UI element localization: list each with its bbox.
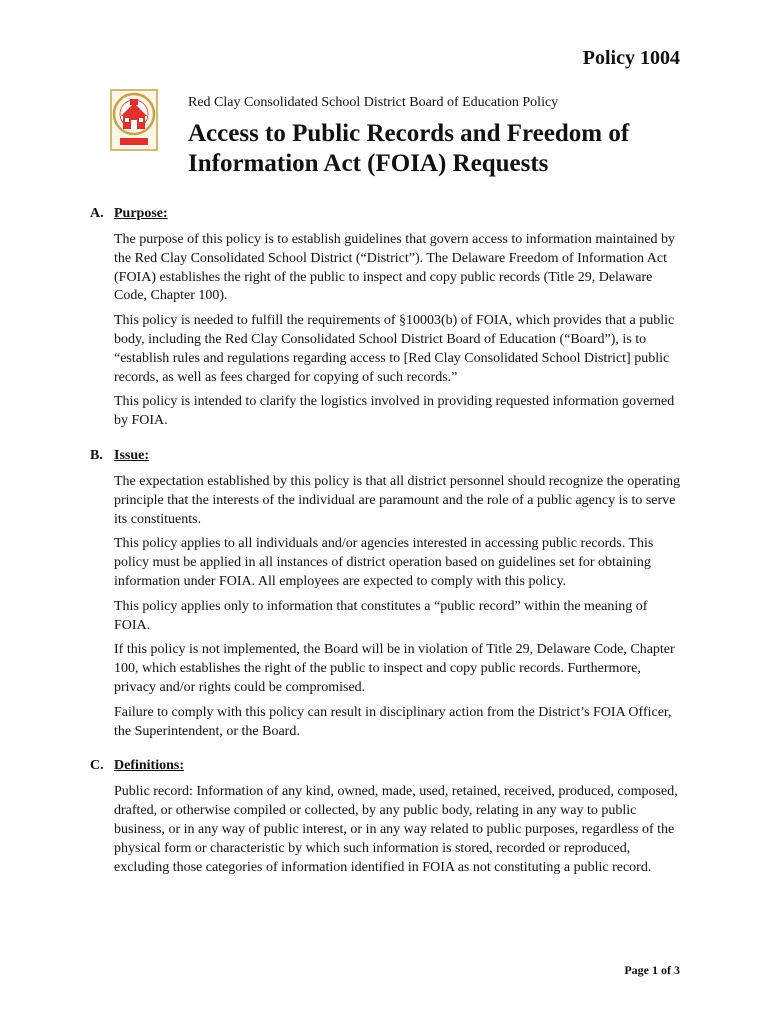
section-issue [90,446,682,741]
district-line: Red Clay Consolidated School District Board of Education Policy [188,95,559,110]
section-letter: A. [90,206,104,221]
paragraph: This policy applies to all individuals and/or agencies interested in accessing public records. This policy must be applied in all instances of district operation based on guidelines set for obtaining information under FOIA. All employees are expected to comply with this policy. [114,536,654,589]
section-purpose [90,204,682,431]
paragraph: This policy is intended to clarify the logistics involved in providing requested information governed by FOIA. [114,394,675,429]
section-heading [90,204,682,223]
paragraph: The purpose of this policy is to establish guidelines that govern access to information maintained by the Red Clay Consolidated School District (“District”). The Delaware Freedom of Information Act (FOIA) establishes the right of the public to inspect and copy public records (Title 29, Delaware Code, Chapter 100). [114,232,676,304]
section-definitions [90,756,682,877]
section-title: Definitions: [114,758,184,774]
section-letter: B. [90,447,103,463]
page-number: Page 1 of 3 [624,963,680,977]
paragraph: This policy is needed to fulfill the requirements of §10003(b) of FOIA, which provides that a public body, including the Red Clay Consolidated School District Board of Education (“Board”), is to “establish rules and regulations regarding access to [Red Clay Consolidated School District] public records, as well as fees charged for copying of such records.” [114,313,675,385]
section-title: Issue: [114,447,150,463]
district-seal-logo [110,89,158,151]
paragraph: This policy applies only to information that constitutes a “public record” within the meaning of FOIA. [114,598,648,633]
paragraph: The expectation established by this policy is that all district personnel should recognize the operating principle that the interests of the individual are paramount and the role of a public agency is to serve its constituents. [114,473,681,527]
document-body [90,204,682,892]
section-heading [90,446,682,465]
page-title: Access to Public Records and Freedom of Information Act (FOIA) Requests [188,120,630,177]
paragraph: Public record: Information of any kind, owned, made, used, retained, received, produced, composed, drafted, or otherwise compiled or collected, by any public body, relating in any way to public business, or in any way of public interest, or in any way related to public purposes, regardless of the physical form or characteristic by which such information is stored, recorded or reproduced, excluding those categories of information identified in FOIA as not constituting a public record. [114,784,678,875]
policy-number: Policy 1004 [582,47,680,69]
paragraph: If this policy is not implemented, the Board will be in violation of Title 29, Delaware Code, Chapter 100, which establishes the right of the public to inspect and copy public records. Furthermore, privacy and/or rights could be compromised. [114,642,675,695]
section-title: Purpose: [114,206,168,221]
paragraph: Failure to comply with this policy can result in disciplinary action from the District’s FOIA Officer, the Superintendent, or the Board. [114,704,672,739]
section-letter: C. [90,758,104,774]
section-heading [90,756,682,775]
